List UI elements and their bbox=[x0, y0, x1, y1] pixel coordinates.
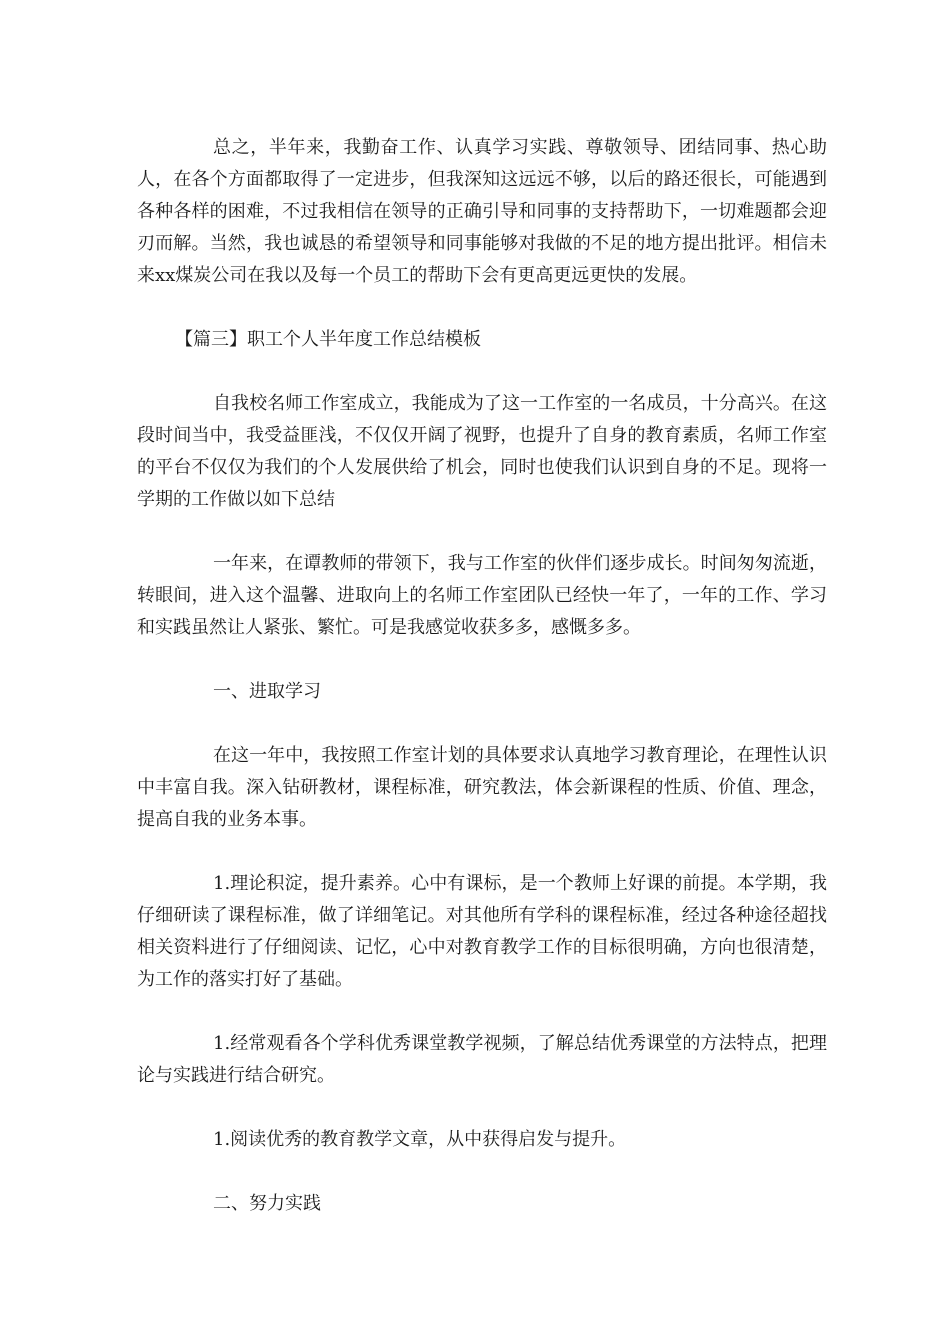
paragraph-theory-accumulation: 1.理论积淀，提升素养。心中有课标，是一个教师上好课的前提。本学期，我仔细研读了课程标准，做了详细笔记。对其他所有学科的课程标准，经过各种途径超找相关资料进行了仔细阅读、记忆，心中对教育教学工作的目标很明确，方向也很清楚，为工作的落实打好了基础。 bbox=[137, 873, 827, 990]
paragraph-read-articles: 1.阅读优秀的教育教学文章，从中获得启发与提升。 bbox=[213, 1129, 627, 1150]
paragraph-intro: 自我校名师工作室成立，我能成为了这一工作室的一名成员，十分高兴。在这段时间当中，我受益匪浅，不仅仅开阔了视野，也提升了自身的教育素质，名师工作室的平台不仅仅为我们的个人发展供给了机会，同时也使我们认识到自身的不足。现将一学期的工作做以如下总结 bbox=[137, 393, 827, 510]
paragraph-summary-conclusion: 总之，半年来，我勤奋工作、认真学习实践、尊敬领导、团结同事、热心助人，在各个方面都取得了一定进步，但我深知这远远不够，以后的路还很长，可能遇到各种各样的困难，不过我相信在领导的正确引导和同事的支持帮助下，一切难题都会迎刃而解。当然，我也诚恳的希望领导和同事能够对我做的不足的地方提出批评。相信未来xx煤炭公司在我以及每一个员工的帮助下会有更高更远更快的发展。 bbox=[137, 137, 827, 286]
article-title-part-three: 【篇三】职工个人半年度工作总结模板 bbox=[175, 329, 481, 350]
paragraph-year-review: 一年来，在谭教师的带领下，我与工作室的伙伴们逐步成长。时间匆匆流逝，转眼间，进入这个温馨、进取向上的名师工作室团队已经快一年了，一年的工作、学习和实践虽然让人紧张、繁忙。可是我感觉收获多多，感慨多多。 bbox=[137, 553, 827, 638]
section-heading-study: 一、进取学习 bbox=[213, 681, 321, 702]
section-heading-practice: 二、努力实践 bbox=[213, 1193, 321, 1214]
paragraph-study-detail: 在这一年中，我按照工作室计划的具体要求认真地学习教育理论，在理性认识中丰富自我。深入钻研教材，课程标准，研究教法，体会新课程的性质、价值、理念，提高自我的业务本事。 bbox=[137, 745, 827, 830]
document-body bbox=[137, 132, 827, 1252]
paragraph-watch-videos: 1.经常观看各个学科优秀课堂教学视频，了解总结优秀课堂的方法特点，把理论与实践进行结合研究。 bbox=[137, 1033, 827, 1086]
